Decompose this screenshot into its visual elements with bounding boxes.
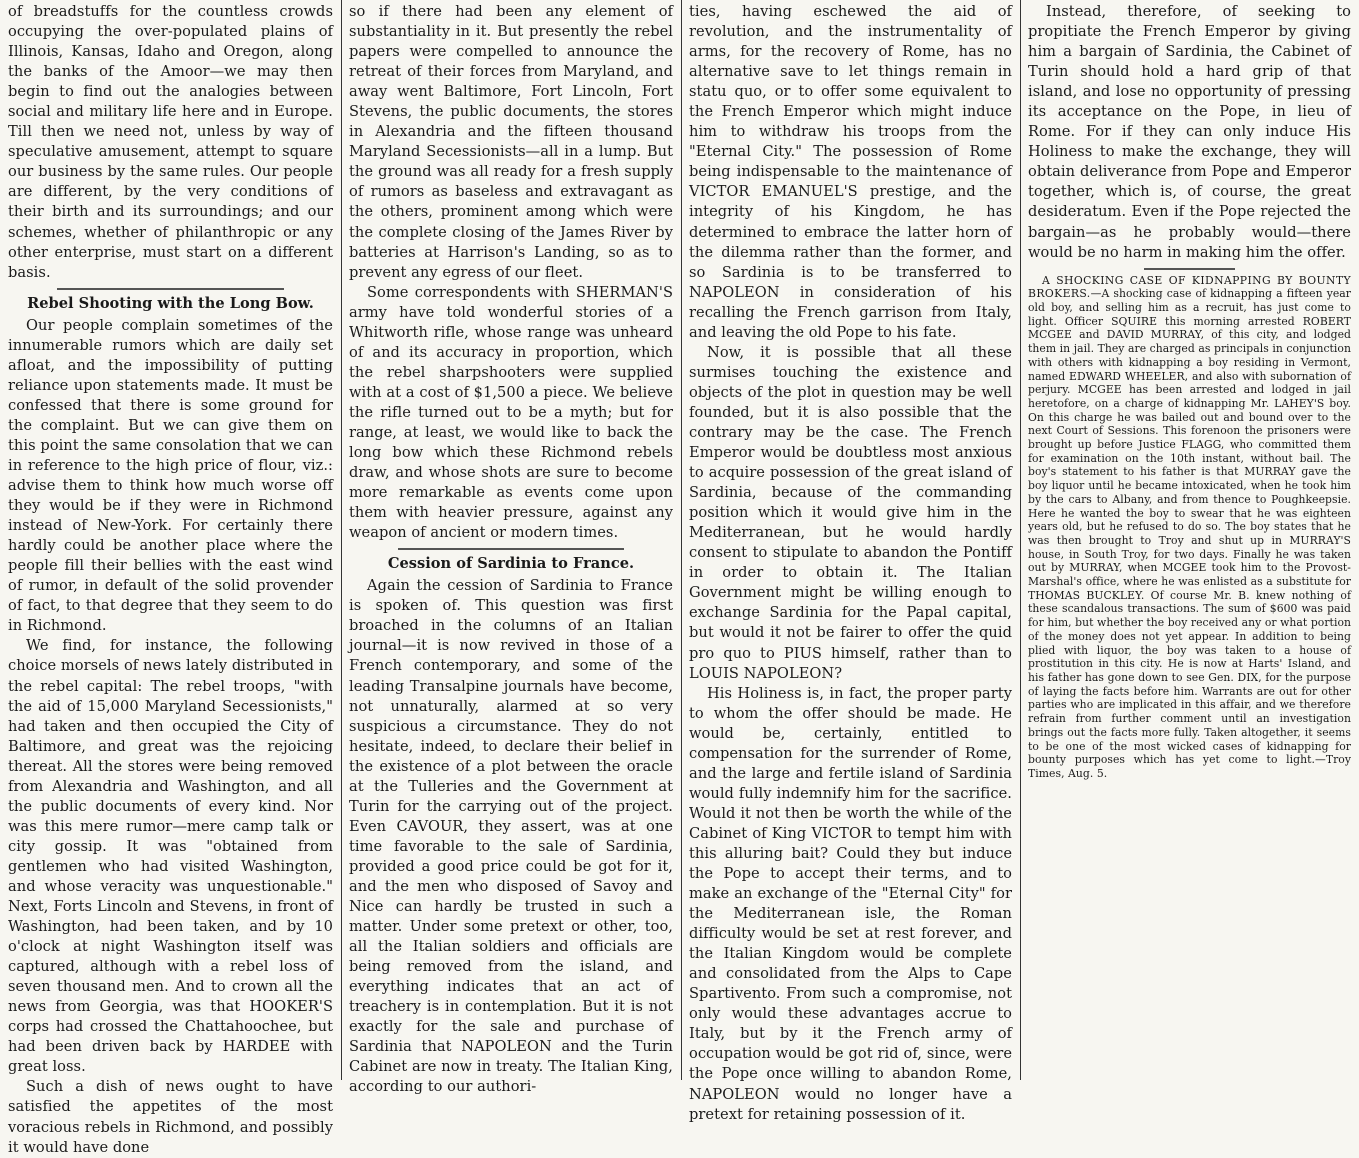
article-paragraph: Our people complain sometimes of the innumerable rumors which are daily set afloat, and the impossibility of putting reliance upon statements made. It must be confessed that there is some ground for the complaint. But we can give them on this point the same consolation that we can in reference to the high price of flour, viz.: advise them to think how much worse off they would be if they were in Richmond instead of New-York. For certainly there hardly could be another place where the people fill their bellies with the east wind of rumor, in default of the solid provender of fact, to that degree that they seem to do in Richmond. xyxy=(8,316,333,635)
article-paragraph: Some correspondents with SHERMAN'S army have told wonderful stories of a Whitworth rifle, whose range was unheard of and its accuracy in proportion, which the rebel sharpshooters were supplied with at a cost of $1,500 a piece. We believe the rifle turned out to be a myth; but for range, at least, we would like to back the long bow which these Richmond rebels draw, and whose shots are sure to become more remarkable as events come upon them with heavier pressure, against any weapon of ancient or modern times. xyxy=(349,283,673,542)
news-item-title: A SHOCKING CASE OF KIDNAPPING BY BOUNTY BROKERS. xyxy=(1028,273,1351,301)
news-item-body: —A shocking case of kidnapping a fifteen year old boy, and selling him as a recruit, has just come to light. Officer SQUIRE this morning arrested ROBERT MCGEE and DAVID MURRAY, of this city, and lodged them in jail. They are charged as principals in conjunction with others with kidnapping a boy residing in Vermont, named EDWARD WHEELER, and also with subornation of perjury. MCGEE has been arrested and lodged in jail heretofore, on a charge of kidnapping Mr. LAHEY'S boy. On this charge he was bailed out and bound over to the next Court of Sessions. This forenoon the prisoners were brought up before Justice FLAGG, who committed them for examination on the 10th instant, without bail. The boy's statement to his father is that MURRAY gave the boy liquor until he became intoxicated, when he took him by the cars to Albany, and from thence to Poughkeepsie. Here he wanted the boy to swear that he was eighteen years old, but he refused to do so. The boy states that he was then brought to Troy and shut up in MURRAY'S house, in South Troy, for two days. Finally he was taken out by MURRAY, when MCGEE took him to the Provost-Marshal's office, where he was enlisted as a substitute for THOMAS BUCKLEY. Of course Mr. B. knew nothing of these scandalous transactions. The sum of $600 was paid for him, but whether the boy received any or what portion of the money does not yet appear. In addition to being plied with liquor, the boy was taken to a house of prostitution in this city. He is now at Harts' Island, and his father has gone down to see Gen. DIX, for the purpose of laying the facts before him. Warrants are out for other parties who are implicated in this affair, and we therefore refrain from further comment until an investigation brings out the facts more fully. Taken altogether, it seems to be one of the most wicked cases of kidnapping for bounty purposes which has yet come to light.—Troy Times, Aug. 5. xyxy=(1028,287,1351,780)
news-item-paragraph xyxy=(1028,274,1351,781)
article-headline: Rebel Shooting with the Long Bow. xyxy=(27,294,314,312)
article-paragraph: ties, having eschewed the aid of revolution, and the instrumentality of arms, for the recovery of Rome, has no alternative save to let things remain in statu quo, or to offer some equivalent to the French Emperor which might induce him to withdraw his troops from the "Eternal City." The possession of Rome being indispensable to the maintenance of VICTOR EMANUEL'S prestige, and the integrity of his Kingdom, he has determined to embrace the latter horn of the dilemma rather than the former, and so Sardinia is to be transferred to NAPOLEON in consideration of his recalling the French garrison from Italy, and leaving the old Pope to his fate. xyxy=(689,3,1012,341)
article-paragraph: Instead, therefore, of seeking to propitiate the French Emperor by giving him a bargain of Sardinia, the Cabinet of Turin should hold a hard grip of that island, and lose no opportunity of pressing its acceptance on the Pope, in lieu of Rome. For if they can only induce His Holiness to make the exchange, they will obtain deliverance from Pope and Emperor together, which is, of course, the great desideratum. Even if the Pope rejected the bargain—as he probably would—there would be no harm in making him the offer. xyxy=(1028,3,1351,261)
section-separator xyxy=(1144,268,1234,270)
article-paragraph: Again the cession of Sardinia to France is spoken of. This question was first broached in the columns of an Italian journal—it is now revived in those of a French contemporary, and some of the leading Transalpine journals have become, not unnaturally, alarmed at so very suspicious a circumstance. They do not hesitate, indeed, to declare their belief in the existence of a plot between the oracle at the Tulleries and the Government at Turin for the carrying out of the project. Even CAVOUR, they assert, was at one time favorable to the sale of Sardinia, provided a good price could be got for it, and the men who disposed of Savoy and Nice can hardly be trusted in such a matter. Under some pretext or other, too, all the Italian soldiers and officials are being removed from the island, and everything indicates that an act of treachery is in contemplation. But it is not exactly for the sale and purchase of Sardinia that NAPOLEON and the Turin Cabinet are now in treaty. The Italian King, according to our authori- xyxy=(349,577,673,1096)
column-4 xyxy=(1020,0,1359,1080)
column-3 xyxy=(681,0,1020,1123)
article-paragraph: Such a dish of news ought to have satisfied the appetites of the most voracious rebels in Richmond, and possibly it would have done xyxy=(8,1078,333,1156)
article-paragraph: Now, it is possible that all these surmises touching the existence and objects of the plot in question may be well founded, but it is also possible that the contrary may be the case. The French Emperor would be doubtless most anxious to acquire possession of the great island of Sardinia, because of the commanding position which it would give him in the Mediterranean, but he would hardly consent to stipulate to abandon the Pontiff in order to obtain it. The Italian Government might be willing enough to exchange Sardinia for the Papal capital, but would it not be fairer to offer the quid pro quo to PIUS himself, rather than to LOUIS NAPOLEON? xyxy=(689,343,1012,682)
article-paragraph: His Holiness is, in fact, the proper party to whom the offer should be made. He would be, certainly, entitled to compensation for the surrender of Rome, and the large and fertile island of Sardinia would fully indemnify him for the sacrifice. Would it not then be worth the while of the Cabinet of King VICTOR to tempt him with this alluring bait? Could they but induce the Pope to accept their terms, and to make an exchange of the "Eternal City" for the Mediterranean isle, the Roman difficulty would be set at rest forever, and the Italian Kingdom would be complete and consolidated from the Alps to Cape Spartivento. From such a compromise, not only would these advantages accrue to Italy, but by it the French army of occupation would be got rid of, since, were the Pope once willing to abandon Rome, NAPOLEON would no longer have a pretext for retaining possession of it. xyxy=(689,684,1012,1123)
article-paragraph: We find, for instance, the following choice morsels of news lately distributed in the rebel capital: The rebel troops, "with the aid of 15,000 Maryland Secessionists," had taken and then occupied the City of Baltimore, and great was the rejoicing thereat. All the stores were being removed from Alexandria and Washington, and all the public documents of every kind. Nor was this mere rumor—mere camp talk or city gossip. It was "obtained from gentlemen who had visited Washington, and whose veracity was unquestionable." Next, Forts Lincoln and Stevens, in front of Washington, had been taken, and by 10 o'clock at night Washington itself was captured, although with a rebel loss of seven thousand men. And to crown all the news from Georgia, was that HOOKER'S corps had crossed the Chattahoochee, but had been driven back by HARDEE with great loss. xyxy=(8,637,333,1076)
column-1 xyxy=(0,0,341,1156)
article-paragraph: so if there had been any element of substantiality in it. But presently the rebel papers were compelled to announce the retreat of their forces from Maryland, and away went Baltimore, Fort Lincoln, Fort Stevens, the public documents, the stores in Alexandria and the fifteen thousand Maryland Secessionists—all in a lump. But the ground was all ready for a fresh supply of rumors as baseless and extravagant as the others, prominent among which were the complete closing of the James River by batteries at Harrison's Landing, so as to prevent any egress of our fleet. xyxy=(349,3,673,281)
section-separator xyxy=(398,548,625,550)
article-paragraph: of breadstuffs for the countless crowds occupying the over-populated plains of Illinois, Kansas, Idaho and Oregon, along the banks of the Amoor—we may then begin to find out the analogies between social and military life here and in Europe. Till then we need not, unless by way of speculative amusement, attempt to square our business by the same rules. Our people are different, by the very conditions of their birth and its surroundings; and our schemes, whether of philanthropic or any other enterprise, must start on a different basis. xyxy=(8,3,333,281)
section-separator xyxy=(57,288,285,290)
column-2 xyxy=(341,0,681,1096)
article-headline: Cession of Sardinia to France. xyxy=(387,555,635,573)
news-item-small-print xyxy=(1028,274,1351,781)
